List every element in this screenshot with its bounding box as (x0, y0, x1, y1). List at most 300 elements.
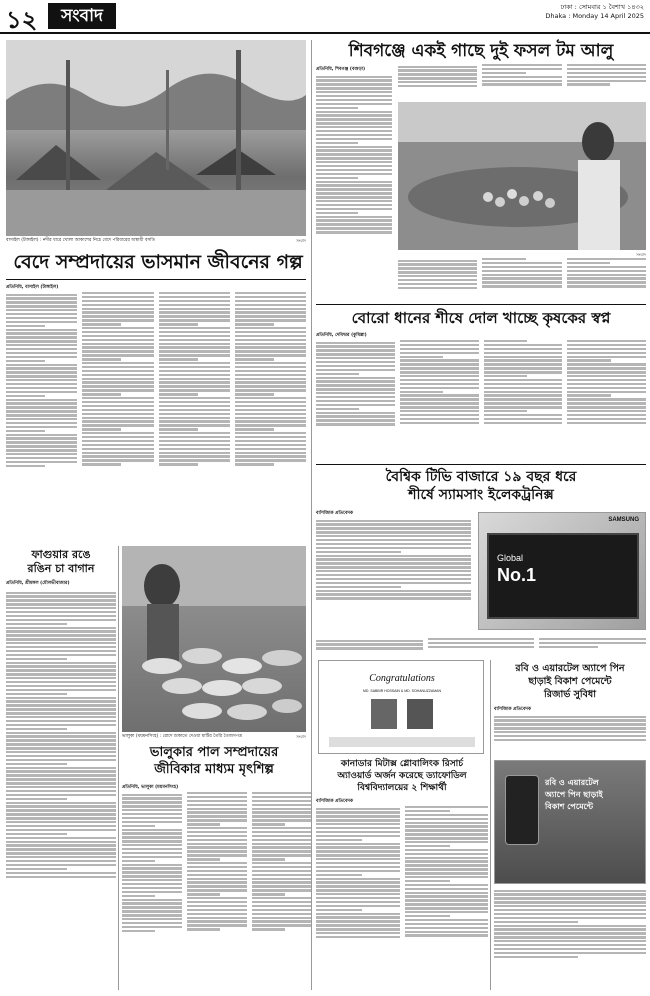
body-text-line (6, 809, 116, 811)
body-text-line (6, 317, 77, 319)
body-text-line (484, 387, 563, 389)
body-text-line (6, 297, 77, 299)
bkash-ad-line-1: রবি ও এয়ারটেল (545, 777, 599, 787)
body-text-line (398, 287, 477, 289)
body-text-line (316, 535, 471, 537)
body-text-line (316, 593, 471, 595)
body-text-line (82, 362, 153, 364)
body-text-line (567, 406, 646, 408)
body-text-line (405, 837, 489, 839)
bede-byline: প্রতিনিধি, বাসাইল (টাঙ্গাইল) (6, 285, 59, 290)
body-text-line (6, 813, 116, 815)
body-text-line (252, 796, 312, 798)
body-text-line (187, 920, 247, 922)
body-text-line (405, 880, 451, 882)
body-text-line (494, 890, 646, 892)
body-text-line (567, 274, 646, 276)
body-text-line (82, 343, 153, 345)
body-text-line (316, 885, 400, 887)
body-text-line (122, 891, 182, 893)
body-text-line (405, 884, 489, 886)
boro-byline: প্রতিনিধি, দেবিদ্বার (কুমিল্লা) (316, 333, 367, 338)
body-text-line (6, 658, 67, 660)
body-text-line (484, 422, 563, 424)
body-text-line (316, 558, 471, 560)
boro-body (316, 340, 646, 460)
body-text-line (484, 379, 563, 381)
body-text-line (316, 539, 471, 541)
body-text-line (494, 723, 646, 725)
body-text-line (6, 728, 67, 730)
body-text-line (235, 417, 306, 419)
bede-rule (6, 279, 306, 280)
body-text-line (567, 359, 610, 361)
body-text-line (567, 371, 646, 373)
body-text-line (316, 404, 395, 406)
body-text-line (6, 747, 116, 749)
body-text-line (482, 285, 561, 287)
body-text-line (400, 352, 479, 354)
body-text-line (316, 76, 392, 78)
body-text-line (494, 928, 646, 930)
body-text-line (252, 843, 312, 845)
body-text-line (405, 818, 489, 820)
daffodil-headline-3: বিশ্ববিদ্যালয়ের ২ শিক্ষার্থী (357, 783, 447, 793)
body-text-line (122, 817, 182, 819)
body-text-line (316, 107, 358, 109)
body-text-line (235, 401, 306, 403)
body-text-line (6, 708, 116, 710)
body-text-line (82, 327, 153, 329)
body-text-line (6, 340, 77, 342)
body-text-line (235, 452, 306, 454)
body-text-line (567, 68, 646, 70)
body-text-line (398, 283, 477, 285)
body-text-line (6, 395, 45, 397)
body-text-line (159, 424, 230, 426)
body-text-line (159, 292, 230, 294)
samsung-body-bottom (316, 638, 646, 658)
samsung-headline-1: বৈশ্বিক টিভি বাজারে ১৯ বছর ধরে (385, 469, 577, 485)
body-text-line (187, 792, 247, 794)
body-text-line (316, 827, 400, 829)
bede-headline: বেদে সম্প্রদায়ের ভাসমান জীবনের গল্প (13, 251, 303, 273)
body-text-line (159, 440, 230, 442)
body-text-line (6, 313, 77, 315)
body-text-line (316, 369, 395, 371)
body-text-line (187, 905, 247, 907)
body-text-line (484, 402, 563, 404)
body-text-line (316, 146, 392, 148)
body-text-line (316, 590, 471, 592)
body-text-line (316, 916, 400, 918)
body-text-line (6, 786, 116, 788)
body-text-line (316, 111, 392, 113)
body-text-line (6, 864, 116, 866)
bede-photo (6, 40, 306, 236)
body-text-line (316, 114, 392, 116)
body-text-line (82, 409, 153, 411)
body-text-line (6, 619, 116, 621)
body-text-line (316, 566, 471, 568)
body-text-line (316, 846, 400, 848)
body-text-line (187, 839, 247, 841)
pottery-headline-1: ভালুকার পাল সম্প্রদায়ের (149, 745, 279, 760)
body-text-line (235, 424, 306, 426)
body-text-line (567, 394, 610, 396)
body-text-line (6, 665, 116, 667)
body-text-line (6, 321, 77, 323)
body-text-line (187, 913, 247, 915)
body-text-line (494, 944, 646, 946)
body-text-line (235, 350, 306, 352)
body-text-line (6, 872, 116, 874)
body-text-line (6, 465, 45, 467)
daffodil-headline-2: অ্যাওয়ার্ড অর্জন করেছে ড্যাফোডিল (337, 771, 467, 781)
body-text-line (6, 677, 116, 679)
body-text-line (6, 449, 77, 451)
body-text-line (159, 420, 230, 422)
body-text-line (428, 642, 535, 644)
body-text-line (482, 80, 561, 82)
body-text-line (235, 327, 306, 329)
body-text-line (187, 823, 220, 825)
body-text-line (398, 69, 477, 71)
body-text-line (82, 374, 153, 376)
body-text-line (187, 881, 247, 883)
body-text-line (159, 448, 230, 450)
body-text-line (6, 356, 77, 358)
masthead (0, 0, 650, 34)
body-text-line (316, 357, 395, 359)
body-text-line (316, 582, 471, 584)
body-text-line (6, 735, 116, 737)
body-text-line (484, 394, 563, 396)
body-text-line (316, 103, 392, 105)
body-text-line (316, 920, 400, 922)
body-text-line (316, 928, 400, 930)
body-text-line (252, 917, 312, 919)
body-text-line (316, 353, 395, 355)
body-text-line (6, 650, 116, 652)
body-text-line (494, 739, 646, 741)
body-text-line (6, 848, 116, 850)
body-text-line (235, 362, 306, 364)
body-text-line (82, 417, 153, 419)
body-text-line (484, 344, 563, 346)
body-text-line (6, 418, 77, 420)
body-text-line (316, 173, 392, 175)
column-rule-right (490, 660, 491, 990)
body-text-line (482, 277, 561, 279)
body-text-line (316, 204, 392, 206)
body-text-line (6, 841, 116, 843)
body-text-line (235, 296, 306, 298)
body-text-line (252, 901, 312, 903)
body-text-line (6, 759, 116, 761)
body-text-line (482, 266, 561, 268)
body-text-line (6, 371, 77, 373)
body-text-line (6, 681, 116, 683)
potato-headline: শিবগঞ্জে একই গাছে দুই ফসল টম আলু (348, 41, 614, 61)
body-text-line (235, 319, 306, 321)
body-text-line (82, 304, 153, 306)
body-text-line (252, 792, 312, 794)
body-text-line (235, 323, 274, 325)
body-text-line (398, 267, 477, 269)
pottery-headline-2: জীবিকার মাধ্যম মৃৎশিল্প (154, 762, 274, 777)
body-text-line (187, 897, 247, 899)
body-text-line (187, 835, 247, 837)
body-text-line (484, 391, 563, 393)
samsung-byline: বাণিজ্যিক প্রতিবেদক (316, 511, 353, 516)
body-text-line (252, 897, 312, 899)
body-text-line (494, 956, 578, 958)
body-text-line (122, 883, 182, 885)
body-text-line (6, 603, 116, 605)
congrats-ad (318, 660, 484, 754)
body-text-line (400, 348, 479, 350)
body-text-line (316, 547, 471, 549)
body-text-line (567, 391, 646, 393)
body-text-line (159, 436, 230, 438)
body-text-line (252, 870, 312, 872)
body-text-line (539, 638, 646, 640)
body-text-line (316, 551, 401, 553)
body-text-line (316, 643, 423, 645)
body-text-line (122, 856, 182, 858)
body-text-line (235, 366, 306, 368)
body-text-line (400, 414, 479, 416)
body-text-line (405, 841, 489, 843)
body-text-line (6, 623, 67, 625)
body-text-line (316, 881, 400, 883)
body-text-line (122, 821, 182, 823)
body-text-line (6, 360, 45, 362)
body-text-line (494, 731, 646, 733)
body-text-line (316, 380, 395, 382)
body-text-line (316, 866, 400, 868)
body-text-line (316, 79, 392, 81)
body-text-line (6, 332, 77, 334)
body-text-line (405, 853, 489, 855)
body-text-line (187, 804, 247, 806)
body-text-line (316, 392, 395, 394)
body-text-line (567, 285, 646, 287)
body-text-line (6, 305, 77, 307)
body-text-line (252, 881, 312, 883)
body-text-line (122, 809, 182, 811)
body-text-line (400, 363, 479, 365)
body-text-line (316, 134, 392, 136)
body-text-line (6, 402, 77, 404)
body-text-line (6, 697, 116, 699)
body-text-line (316, 811, 400, 813)
body-text-line (187, 831, 247, 833)
body-text-line (567, 402, 646, 404)
body-text-line (400, 371, 479, 373)
body-text-line (252, 920, 312, 922)
body-text-line (82, 401, 153, 403)
body-text-line (235, 374, 306, 376)
body-text-line (187, 846, 247, 848)
body-text-line (316, 165, 392, 167)
body-text-line (398, 275, 477, 277)
body-text-line (6, 755, 116, 757)
body-text-line (316, 91, 392, 93)
body-text-line (235, 448, 306, 450)
body-text-line (235, 432, 306, 434)
body-text-line (252, 815, 312, 817)
body-text-line (316, 924, 400, 926)
body-text-line (316, 99, 392, 101)
body-text-line (82, 444, 153, 446)
body-text-line (6, 770, 116, 772)
body-text-line (6, 767, 116, 769)
body-text-line (252, 800, 312, 802)
body-text-line (6, 802, 116, 804)
body-text-line (187, 901, 247, 903)
body-text-line (428, 646, 535, 648)
body-text-line (316, 83, 392, 85)
body-text-line (400, 344, 479, 346)
body-text-line (82, 405, 153, 407)
body-text-line (122, 887, 182, 889)
body-text-line (122, 879, 182, 881)
body-text-line (159, 463, 198, 465)
body-text-line (6, 367, 77, 369)
pottery-photo-scene (122, 546, 306, 732)
body-text-line (567, 76, 646, 78)
body-text-line (6, 642, 116, 644)
body-text-line (316, 901, 400, 903)
body-text-line (405, 899, 489, 901)
body-text-line (122, 910, 182, 912)
body-text-line (187, 917, 247, 919)
body-text-line (6, 391, 77, 393)
body-text-line (567, 72, 646, 74)
body-text-line (484, 418, 563, 420)
body-text-line (494, 716, 646, 718)
body-text-line (567, 270, 646, 272)
body-text-line (235, 292, 306, 294)
body-text-line (235, 300, 306, 302)
boro-headline: বোরো ধানের শীষে দোল খাচ্ছে কৃষকের স্বপ্ন (351, 309, 611, 327)
body-text-line (235, 463, 274, 465)
body-text-line (122, 918, 182, 920)
body-text-line (494, 948, 646, 950)
body-text-line (567, 398, 646, 400)
body-text-line (405, 876, 489, 878)
body-text-line (6, 348, 77, 350)
daffodil-body (316, 806, 488, 990)
body-text-line (482, 258, 526, 260)
body-text-line (187, 885, 247, 887)
body-text-line (187, 889, 247, 891)
body-text-line (122, 926, 182, 928)
body-text-line (187, 843, 247, 845)
body-text-line (82, 436, 153, 438)
body-text-line (6, 441, 77, 443)
body-text-line (159, 358, 198, 360)
body-text-line (6, 662, 116, 664)
body-text-line (252, 854, 312, 856)
body-text-line (405, 927, 489, 929)
newspaper-logo: সংবাদ (48, 3, 116, 29)
body-text-line (567, 410, 646, 412)
body-text-line (6, 790, 116, 792)
body-text-line (82, 300, 153, 302)
body-text-line (122, 899, 182, 901)
body-text-line (405, 857, 489, 859)
body-text-line (316, 808, 400, 810)
body-text-line (82, 366, 153, 368)
body-text-line (122, 832, 182, 834)
body-text-line (252, 928, 285, 930)
body-text-line (82, 385, 153, 387)
garden-headline-1: ফাগুয়ার রঙে (31, 548, 91, 561)
body-text-line (6, 352, 77, 354)
body-text-line (159, 409, 230, 411)
bkash-headline-1: রবি ও এয়ারটেল অ্যাপে পিন (515, 663, 625, 674)
column-rule-main (311, 40, 312, 990)
body-text-line (316, 819, 400, 821)
body-text-line (235, 420, 306, 422)
body-text-line (82, 397, 153, 399)
body-text-line (187, 866, 247, 868)
body-text-line (316, 909, 362, 911)
body-text-line (235, 397, 306, 399)
body-text-line (235, 405, 306, 407)
body-text-line (398, 66, 477, 68)
body-text-line (82, 448, 153, 450)
body-text-line (6, 763, 67, 765)
body-text-line (187, 878, 247, 880)
bkash-body (494, 714, 646, 754)
body-text-line (405, 860, 489, 862)
body-text-line (159, 339, 230, 341)
body-text-line (316, 223, 392, 225)
body-text-line (159, 381, 230, 383)
potato-byline: প্রতিনিধি, শিবগঞ্জ (বগুড়া) (316, 67, 366, 72)
body-text-line (82, 420, 153, 422)
body-text-line (122, 875, 182, 877)
bkash-byline: বাণিজ্যিক প্রতিবেদক (494, 707, 531, 712)
body-text-line (316, 586, 401, 588)
body-text-line (405, 892, 489, 894)
body-text-line (82, 319, 153, 321)
body-text-line (482, 72, 526, 74)
body-text-line (159, 370, 230, 372)
body-text-line (400, 387, 479, 389)
body-text-line (6, 634, 116, 636)
body-text-line (400, 359, 479, 361)
body-text-line (405, 822, 489, 824)
body-text-line (6, 712, 116, 714)
body-text-line (567, 83, 611, 85)
body-text-line (316, 212, 358, 214)
body-text-line (252, 924, 312, 926)
body-text-line (122, 895, 155, 897)
body-text-line (316, 913, 400, 915)
body-text-line (82, 331, 153, 333)
body-text-line (316, 543, 471, 545)
body-text-line (159, 366, 230, 368)
body-text-line (400, 422, 479, 424)
body-text-line (159, 350, 230, 352)
body-text-line (6, 732, 116, 734)
body-text-line (235, 331, 306, 333)
